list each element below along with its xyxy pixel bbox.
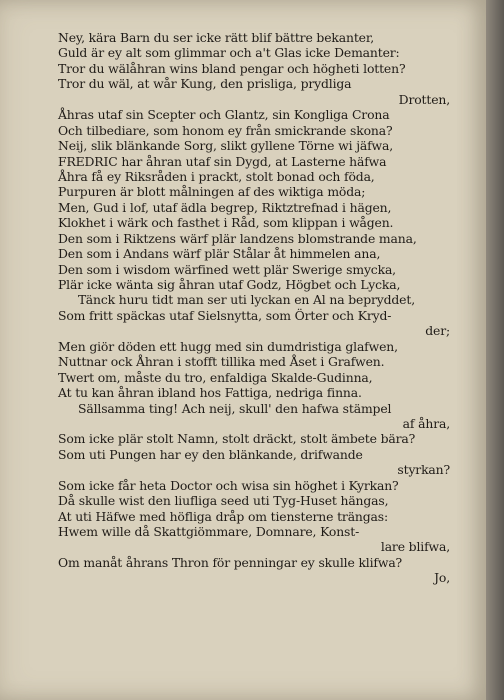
text-line: Hwem wille då Skattgiömmare, Domnare, Konst-: [58, 524, 360, 539]
text-line: Jo,: [434, 570, 450, 586]
text-line: Twert om, måste du tro, enfaldiga Skalde-Gudinna,: [58, 369, 373, 385]
text-line: lare blifwa,: [380, 539, 450, 555]
text-line: Om manåt åhrans Thron för penningar ey skulle klifwa?: [58, 554, 403, 570]
text-line: Sällsamma ting! Ach neij, skull' den hafwa stämpel: [78, 400, 392, 416]
text-line: Tror du wäl, at wår Kung, den prisliga, prydliga: [58, 76, 352, 92]
text-line: Plär icke wänta sig åhran utaf Godz, Högbet och Lycka,: [58, 277, 401, 292]
text-line: Neij, slik blänkande Sorg, slikt gyllene Törne wi jäfwa,: [58, 138, 394, 154]
text-line: Klokhet i wärk och fasthet i Råd, som klippan i wågen.: [58, 215, 394, 231]
text-line: FREDRIC har åhran utaf sin Dygd, at Lasterne häfwa: [58, 153, 387, 169]
text-line: Tänck huru tidt man ser uti lyckan en Al na bepryddet,: [78, 292, 415, 308]
text-line: Nuttnar ock Åhran i stofft tillika med Åset i Grafwen.: [58, 354, 385, 370]
text-line: styrkan?: [397, 462, 450, 478]
text-line: Drotten,: [398, 91, 450, 107]
text-line: Den som i Riktzens wärf plär landzens blomstrande mana,: [58, 230, 417, 246]
text-line: Som uti Pungen har ey den blänkande, drifwande: [58, 446, 363, 462]
text-line: Och tilbediare, som honom ey från smickrande skona?: [58, 122, 393, 138]
text-line: Purpuren är blott målningen af des wiktiga möda;: [58, 184, 366, 200]
text-line: At tu kan åhran ibland hos Fattiga, nedriga finna.: [58, 385, 362, 401]
text-line: Den som i Andans wärf plär Stålar åt himmelen ana,: [58, 246, 381, 262]
text-line: der;: [425, 323, 450, 339]
text-line: Den som i wisdom wärfined wett plär Swerige smycka,: [58, 261, 396, 277]
page-edge: [486, 0, 504, 700]
text-line: Guld är ey alt som glimmar och a't Glas icke Demanter:: [58, 45, 400, 61]
text-line: Som icke får heta Doctor och wisa sin höghet i Kyrkan?: [58, 477, 399, 493]
text-line: Men giör döden ett hugg med sin dumdristiga glafwen,: [58, 338, 398, 354]
text-line: At uti Häfwe med höfliga dråp om tiensterne trängas:: [58, 508, 389, 524]
text-line: Tror du wälåhran wins bland pengar och högheti lotten?: [58, 60, 406, 76]
text-line: Åhra få ey Riksråden i prackt, stolt bonad och föda,: [58, 168, 375, 184]
text-line: Som icke plär stolt Namn, stolt dräckt, stolt ämbete bära?: [58, 431, 416, 447]
text-line: Men, Gud i lof, utaf ädla begrep, Riktztrefnad i hägen,: [58, 199, 392, 215]
text-line: Ney, kära Barn du ser icke rätt blif bättre bekanter,: [58, 30, 375, 45]
poem-text: [58, 30, 450, 586]
text-line: Då skulle wist den liufliga seed uti Tyg-Huset hängas,: [58, 493, 389, 509]
text-line: Som fritt späckas utaf Sielsnytta, som Örter och Kryd-: [58, 307, 392, 323]
text-line: Åhras utaf sin Scepter och Glantz, sin Kongliga Crona: [58, 107, 390, 123]
text-line: af åhra,: [402, 415, 450, 431]
